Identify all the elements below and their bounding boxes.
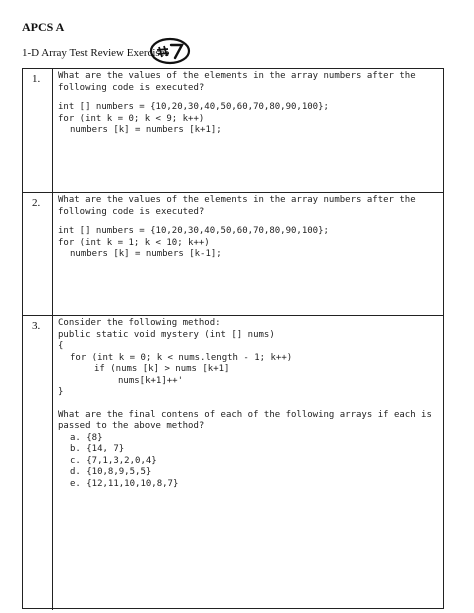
prompt-line: following code is executed?	[58, 206, 205, 217]
question-body	[58, 195, 437, 261]
option-line: d. {10,8,9,5,5}	[70, 467, 152, 477]
code-line: int [] numbers = {10,20,30,40,50,60,70,80,90,100};	[58, 102, 329, 112]
code-line: for (int k = 0; k < 9; k++)	[58, 113, 205, 124]
prompt-line: What are the values of the elements in the array numbers after the	[58, 195, 416, 205]
code-line: numbers [k] = numbers [k-1];	[70, 249, 222, 259]
circled-number-7-icon	[149, 37, 191, 65]
worksheet-title: 1-D Array Test Review Exercises	[22, 47, 169, 59]
intro-line: Consider the following method:	[58, 318, 221, 328]
code-line: for (int k = 0; k < nums.length - 1; k++)	[70, 352, 293, 363]
code-line: public static void mystery (int [] nums)	[58, 329, 275, 340]
question-row-2	[23, 192, 443, 315]
question-number: 1.	[23, 69, 53, 192]
option-line: c. {7,1,3,2,0,4}	[70, 455, 157, 466]
question-line: What are the final contens of each of the following arrays if each is	[58, 409, 432, 420]
option-line: a. {8}	[70, 432, 103, 443]
code-line: for (int k = 1; k < 10; k++)	[58, 237, 210, 248]
handwritten-number-badge	[149, 37, 191, 65]
question-number: 2.	[23, 193, 53, 315]
option-line: b. {14, 7}	[70, 444, 125, 454]
code-line: if (nums [k] > nums [k+1]	[94, 364, 230, 374]
question-body	[58, 318, 437, 490]
option-line: e. {12,11,10,10,8,7}	[70, 478, 179, 489]
prompt-line: What are the values of the elements in the array numbers after the	[58, 71, 416, 81]
question-table	[22, 68, 444, 609]
prompt-line: following code is executed?	[58, 82, 205, 93]
question-number: 3.	[23, 316, 53, 610]
question-row-3	[23, 315, 443, 610]
code-line: }	[58, 387, 64, 397]
code-line: int [] numbers = {10,20,30,40,50,60,70,80,90,100};	[58, 226, 329, 236]
course-heading: APCS A	[22, 20, 65, 34]
question-body	[58, 71, 437, 137]
code-line: {	[58, 341, 64, 351]
question-row-1	[23, 69, 443, 192]
code-line: numbers [k] = numbers [k+1];	[70, 125, 222, 135]
question-line: passed to the above method?	[58, 421, 205, 431]
code-line: nums[k+1]++'	[118, 375, 184, 386]
